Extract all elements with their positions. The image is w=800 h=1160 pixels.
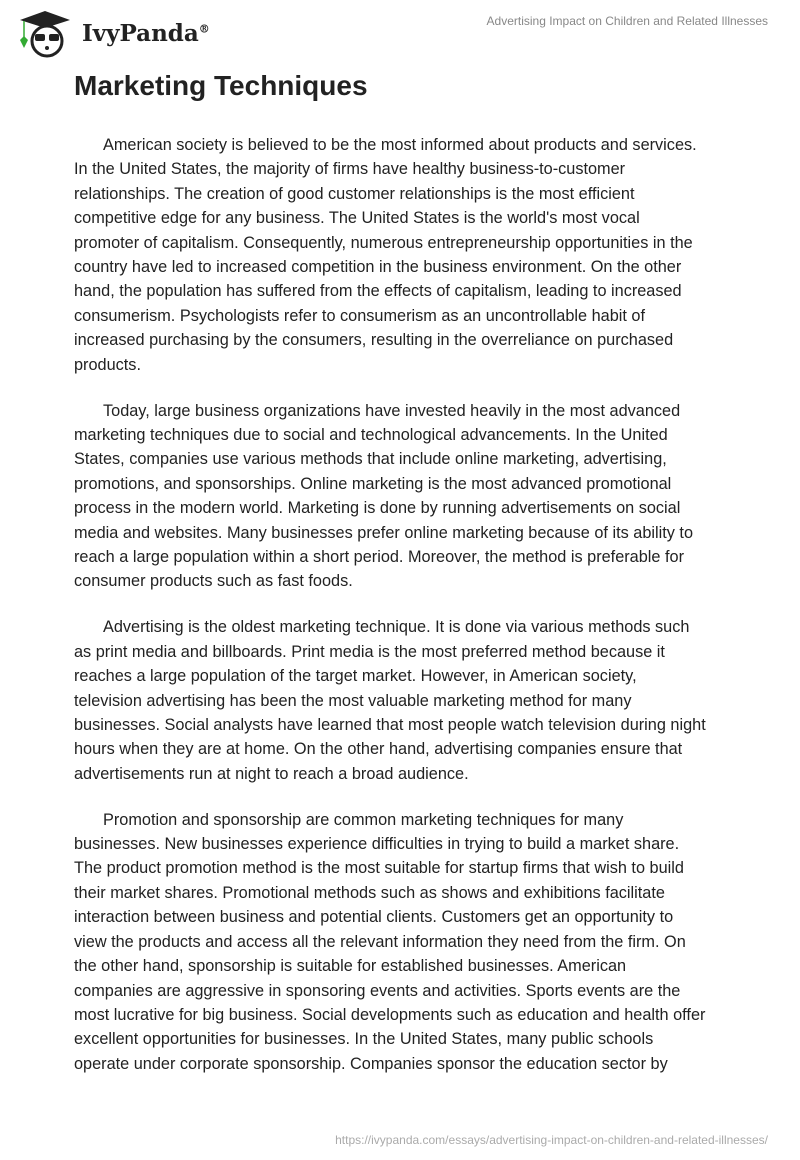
paragraph-line: consumerism. Psychologists refer to consumerism as an uncontrollable habit of (74, 306, 646, 325)
paragraph-line: process in the modern world. Marketing is done by running advertisements on social (74, 499, 681, 518)
paragraph-line: interaction between business and potential clients. Customers get an opportunity to (74, 908, 674, 927)
paragraph-line: television advertising has been the most valuable marketing method for many (74, 691, 632, 710)
paragraph-line: country have led to increased competition in the business environment. On the other (74, 258, 682, 277)
document-title: Advertising Impact on Children and Related Illnesses (486, 14, 768, 28)
paragraph-line: view the products and access all the relevant information they need from the firm. On (74, 932, 686, 951)
logo[interactable] (16, 8, 210, 58)
paragraph-line: marketing techniques due to social and technological advancements. In the United (74, 425, 668, 444)
paragraph-line: reaches a large population of the target market. However, in American society, (74, 667, 637, 686)
paragraph-line: media and websites. Many businesses prefer online marketing because of its ability to (74, 523, 694, 542)
paragraph-line: hand, the population has suffered from the effects of capitalism, leading to increased (74, 282, 682, 301)
paragraph-line: reach a large population within a short period. Moreover, the method is preferable for (74, 548, 684, 566)
paragraph-line: promotions, and sponsorships. Online marketing is the most advanced promotional (74, 474, 672, 493)
source-url[interactable]: https://ivypanda.com/essays/advertising-impact-on-children-and-related-illnesses/ (335, 1133, 768, 1147)
paragraph-line: Today, large business organizations have invested heavily in the most advanced (103, 401, 681, 420)
paragraph-line: excellent opportunities for businesses. In the United States, many public schools (74, 1030, 654, 1049)
brand-name (82, 20, 210, 47)
paragraph-line: American society is believed to be the most informed about products and services. (103, 136, 697, 154)
paragraph-line: Promotion and sponsorship are common marketing techniques for many (103, 810, 624, 829)
paragraph-line: as print media and billboards. Print media is the most preferred method because it (74, 642, 665, 661)
paragraph-line: relationships. The creation of good customer relationships is the most efficient (74, 184, 635, 203)
paragraph-line: In the United States, the majority of firms have healthy business-to-customer (74, 160, 626, 179)
paragraph-line: operate under corporate sponsorship. Companies sponsor the education sector by (74, 1054, 668, 1073)
registered-mark: ® (198, 21, 210, 35)
paragraph (74, 399, 754, 594)
paragraph-line: advertisements run at night to reach a broad audience. (74, 764, 469, 783)
paragraph (74, 615, 754, 786)
paragraph-line: competitive edge for any business. The United States is the world's most vocal (74, 209, 640, 228)
panda-logo-icon (16, 8, 74, 58)
paragraph-line: hours when they are at home. On the other hand, advertising companies ensure that (74, 740, 683, 759)
paragraph-line: companies are aggressive in sponsoring events and activities. Sports events are the (74, 981, 681, 1000)
paragraph (74, 808, 754, 1076)
paragraph-line: products. (74, 355, 141, 374)
paragraph-line: the other hand, sponsorship is suitable for established businesses. American (74, 957, 627, 976)
section-heading: Marketing Techniques (74, 70, 368, 101)
paragraph-line: promoter of capitalism. Consequently, numerous entrepreneurship opportunities in the (74, 233, 693, 252)
essay-body (74, 133, 754, 1098)
paragraph-line: consumer products such as fast foods. (74, 572, 353, 591)
paragraph-line: Advertising is the oldest marketing technique. It is done via various methods such (103, 618, 690, 637)
paragraph-line: most lucrative for big business. Social developments such as education and health offer (74, 1005, 706, 1024)
paragraph (74, 133, 754, 377)
brand-text: IvyPanda (82, 19, 199, 47)
paragraph-line: increased purchasing by the consumers, resulting in the overreliance on purchased (74, 331, 674, 350)
paragraph-line: States, companies use various methods that include online marketing, advertising, (74, 450, 667, 469)
paragraph-line: The product promotion method is the most suitable for startup firms that wish to build (74, 859, 684, 878)
paragraph-line: businesses. Social analysts have learned that most people watch television during night (74, 715, 706, 734)
paragraph-line: businesses. New businesses experience difficulties in trying to build a market share. (74, 835, 680, 854)
paragraph-line: their market shares. Promotional methods such as shows and exhibitions facilitate (74, 883, 665, 902)
